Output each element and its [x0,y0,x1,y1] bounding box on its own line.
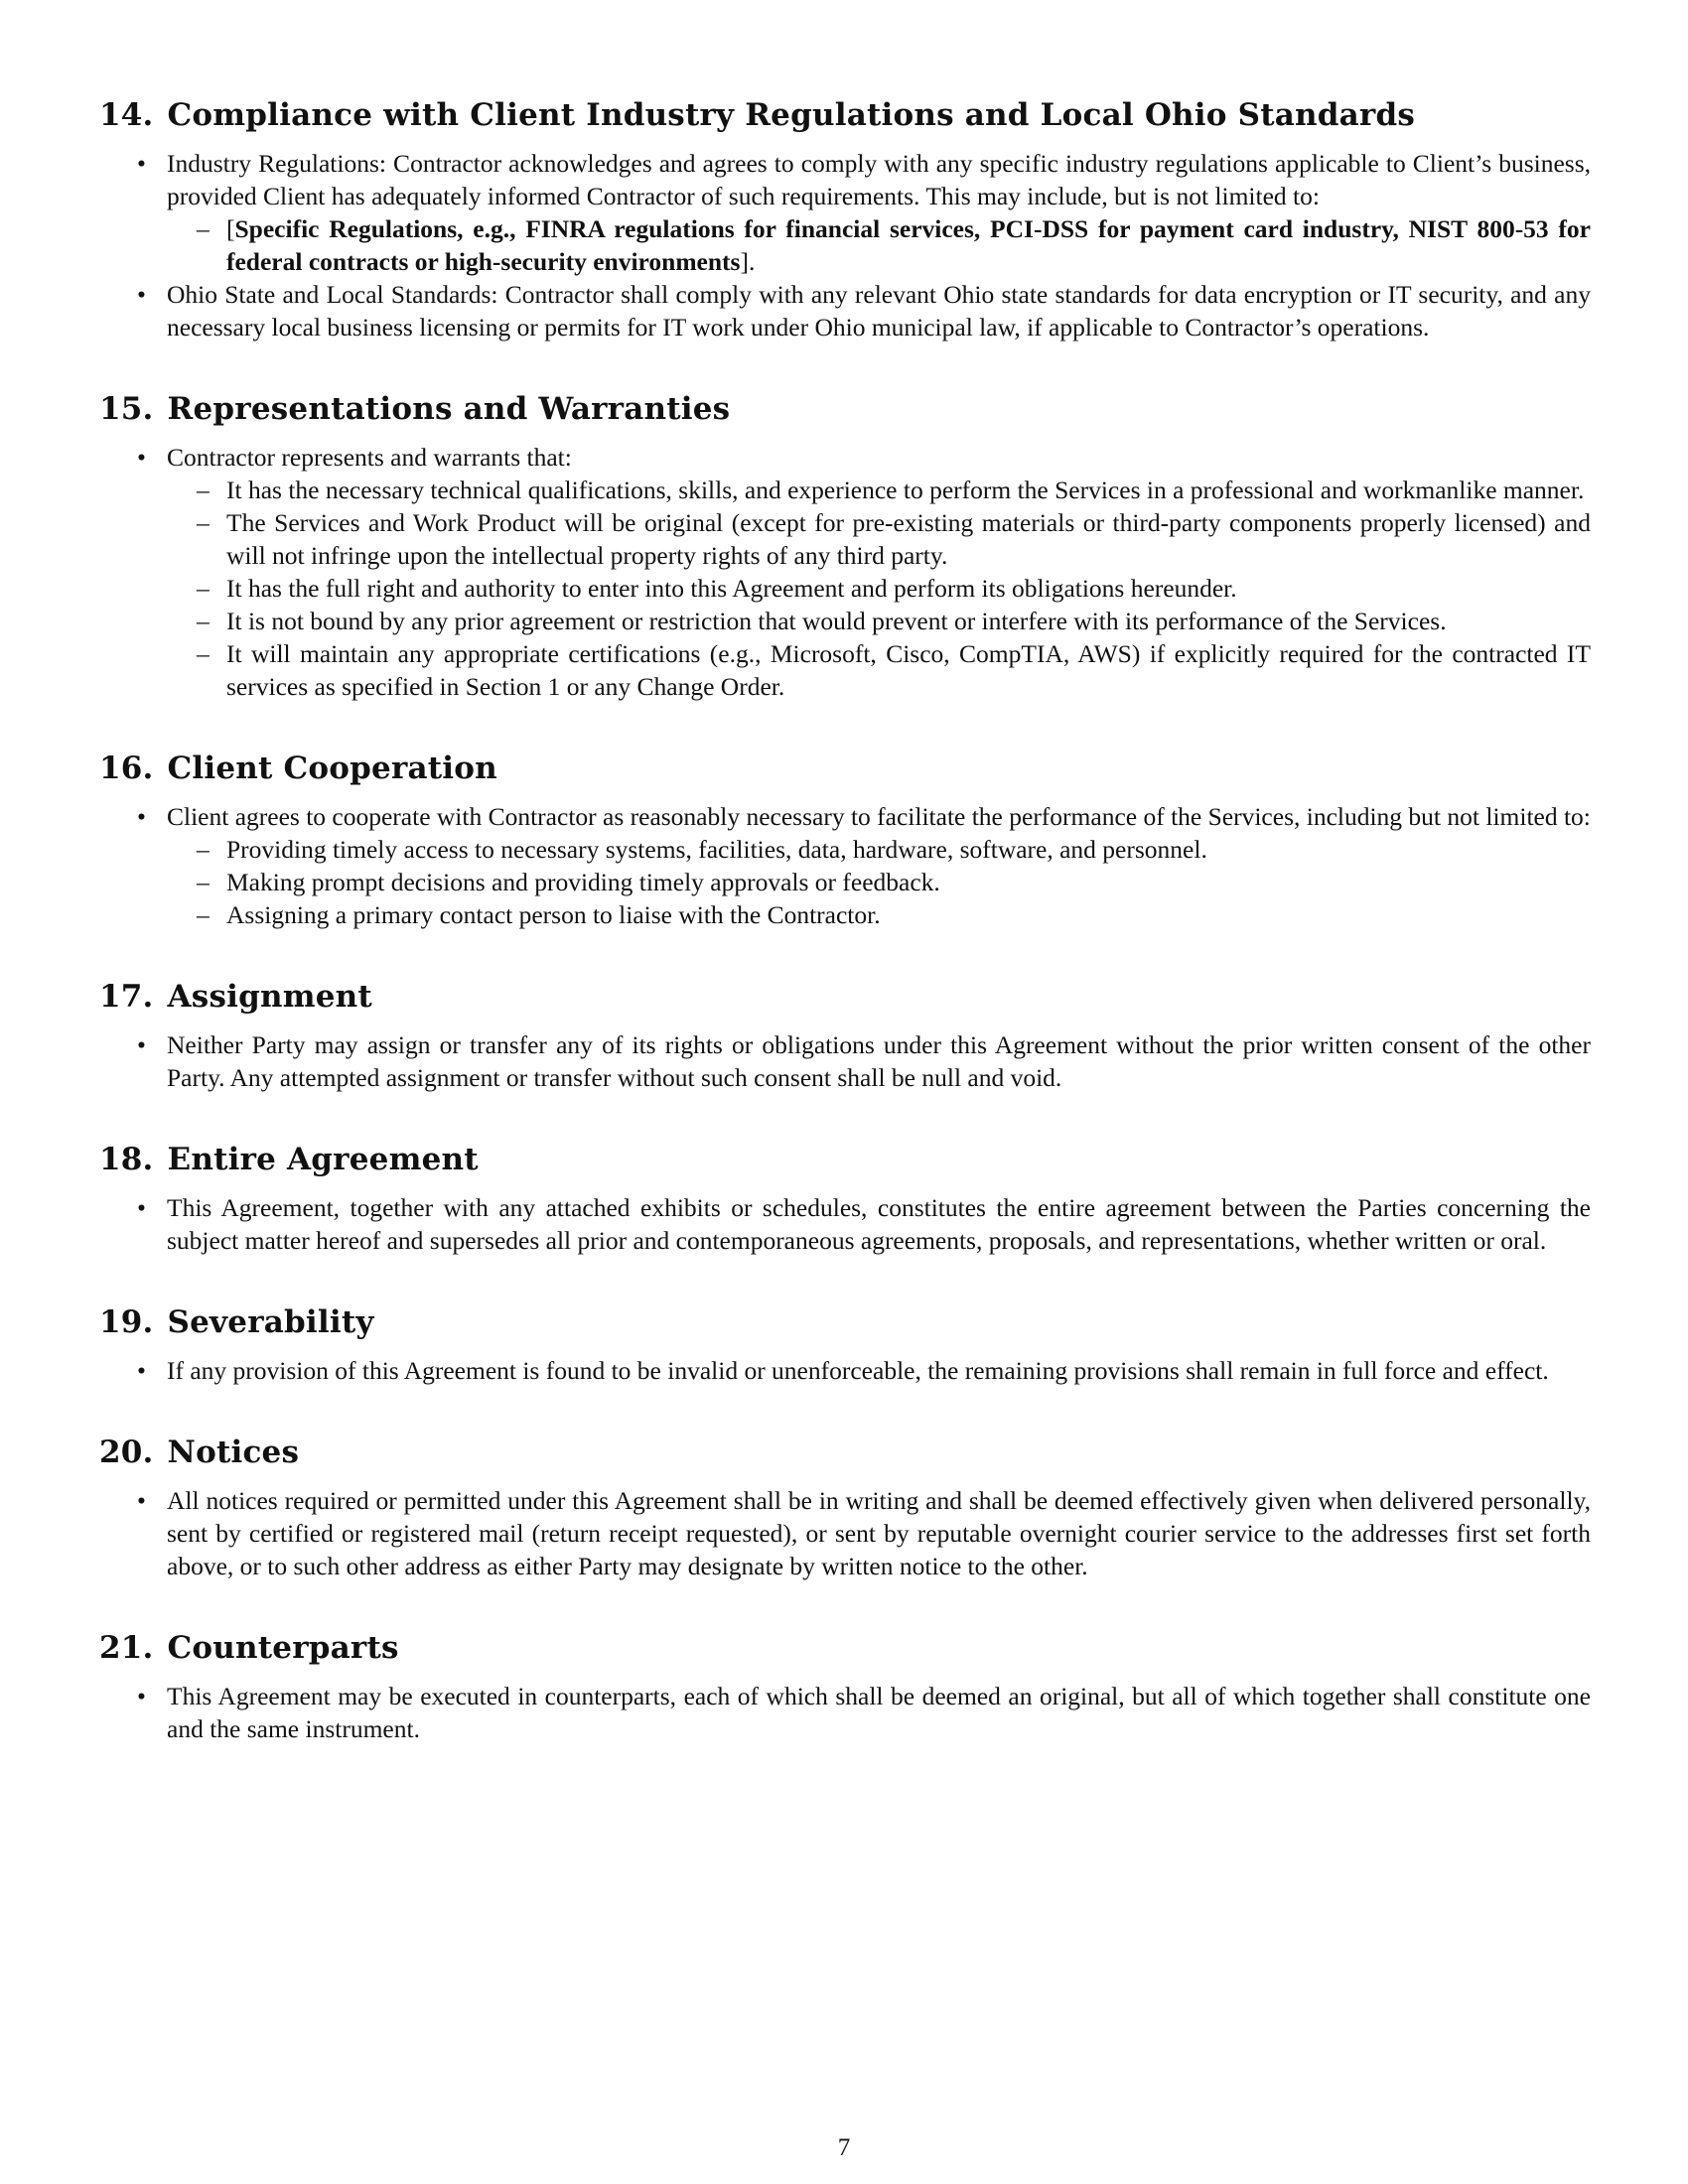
document-page [99,95,1591,1791]
bullet-list [99,1680,1591,1745]
list-item [167,800,1591,931]
section-19 [99,1302,1591,1387]
section-title: Client Cooperation [167,751,497,786]
section-title: Entire Agreement [167,1142,479,1177]
sub-list [167,212,1591,278]
page-number: 7 [837,2134,851,2161]
list-item: • If any provision of this Agreement is found to be invalid or unenforceable, the remaining provisions shall remain in full force and effect. [167,1354,1591,1387]
section-title: Notices [167,1434,300,1470]
bullet-list [99,147,1591,343]
section-number: 16. [99,751,154,786]
section-21 [99,1628,1591,1745]
section-20 [99,1433,1591,1582]
list-item-text: Contractor represents and warrants that: [167,443,572,472]
section-number: 19. [99,1304,154,1340]
list-item: • All notices required or permitted under this Agreement shall be in writing and shall be deemed effectively given when delivered personally, sent by certified or registered mail (return receipt requested), or sent by reputable overnight courier service to the addresses first set forth above, or to such other address as either Party may designate by written notice to the other. [167,1484,1591,1582]
section-heading [99,749,1591,788]
section-16 [99,749,1591,931]
bracket-close: ]. [740,247,756,276]
list-item: • Neither Party may assign or transfer any of its rights or obligations under this Agreement without the prior written consent of the other Party. Any attempted assignment or transfer without such consent shall be null and void. [167,1028,1591,1094]
bracket-open: [ [226,214,235,243]
section-15 [99,389,1591,703]
section-number: 20. [99,1434,154,1470]
list-item: • This Agreement, together with any attached exhibits or schedules, constitutes the entire agreement between the Parties concerning the subject matter hereof and supersedes all prior and contemporaneous agreements, proposals, and representations, whether written or oral. [167,1191,1591,1257]
sub-list [167,474,1591,703]
sub-list-item: – Providing timely access to necessary systems, facilities, data, hardware, software, and personnel. [226,833,1591,866]
list-item-text: Ohio State and Local Standards: Contractor shall comply with any relevant Ohio state standards for data encryption or IT security, and any necessary local business licensing or permits for IT work under Ohio municipal law, if applicable to Contractor’s operations. [167,280,1591,341]
section-number: 14. [99,97,154,133]
section-title: Counterparts [167,1630,399,1666]
list-item-text: Industry Regulations: Contractor acknowledges and agrees to comply with any specific industry regulations applicable to Client’s business, provided Client has adequately informed Contractor of such requirements. This may include, but is not limited to: [167,149,1591,210]
sub-list-item: – Assigning a primary contact person to liaise with the Contractor. [226,898,1591,931]
section-title: Compliance with Client Industry Regulations and Local Ohio Standards [167,97,1415,133]
section-heading [99,1302,1591,1342]
list-item: • This Agreement may be executed in counterparts, each of which shall be deemed an original, but all of which together shall constitute one and the same instrument. [167,1680,1591,1745]
bullet-list [99,1354,1591,1387]
section-title: Severability [167,1304,374,1340]
sub-list-item: – It will maintain any appropriate certifications (e.g., Microsoft, Cisco, CompTIA, AWS) if explicitly required for the contracted IT services as specified in Section 1 or any Change Order. [226,637,1591,703]
section-number: 18. [99,1142,154,1177]
section-heading [99,95,1591,135]
list-item-text: Client agrees to cooperate with Contractor as reasonably necessary to facilitate the performance of the Services, including but not limited to: [167,802,1591,831]
section-18 [99,1140,1591,1257]
section-title: Representations and Warranties [167,391,731,427]
list-item [167,441,1591,703]
sub-list-item: – It has the necessary technical qualifications, skills, and experience to perform the Services in a professional and workmanlike manner. [226,474,1591,506]
list-item [167,147,1591,278]
regulations-placeholder: Specific Regulations, e.g., FINRA regulations for financial services, PCI-DSS for payment card industry, NIST 800-53 for federal contracts or high-security environments [226,214,1591,276]
sub-list-item [226,212,1591,278]
sub-list-item: – It has the full right and authority to enter into this Agreement and perform its obligations hereunder. [226,572,1591,605]
list-item [167,278,1591,343]
bullet-list [99,1028,1591,1094]
section-heading [99,389,1591,429]
bullet-list [99,1484,1591,1582]
sub-list-item: – It is not bound by any prior agreement or restriction that would prevent or interfere with its performance of the Services. [226,605,1591,637]
sub-list [167,833,1591,931]
section-number: 15. [99,391,154,427]
section-17 [99,977,1591,1094]
section-heading [99,1140,1591,1179]
section-heading [99,1628,1591,1668]
section-number: 17. [99,979,154,1015]
sub-list-item: – Making prompt decisions and providing timely approvals or feedback. [226,866,1591,898]
bullet-list [99,441,1591,703]
sub-list-item: – The Services and Work Product will be original (except for pre-existing materials or third-party components properly licensed) and will not infringe upon the intellectual property rights of any third party. [226,506,1591,572]
section-number: 21. [99,1630,154,1666]
section-title: Assignment [167,979,372,1015]
section-heading [99,977,1591,1017]
bullet-list [99,1191,1591,1257]
bullet-list [99,800,1591,931]
section-heading [99,1433,1591,1472]
section-14 [99,95,1591,343]
